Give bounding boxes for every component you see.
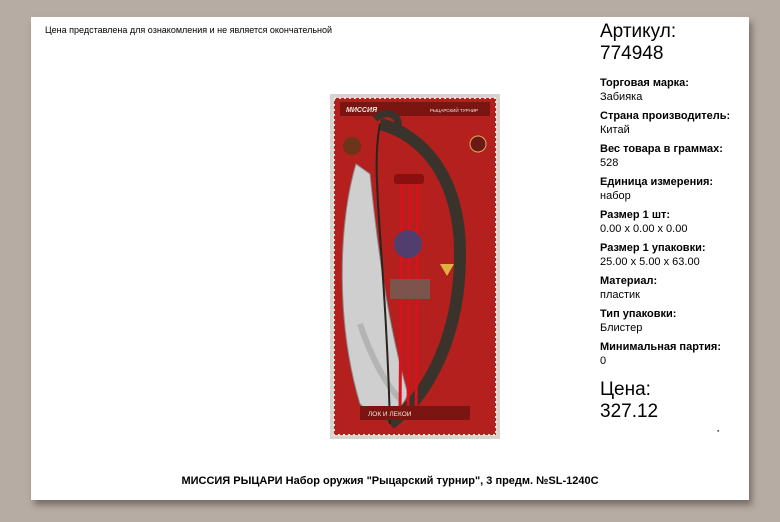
property-value: 0.00 x 0.00 x 0.00 [600,223,688,235]
property-item [600,340,746,368]
property-item [600,274,746,302]
property-item [600,175,746,203]
price-disclaimer: Цена представлена для ознакомления и не является окончательной [45,25,333,35]
property-item [600,109,746,137]
package-bottom-text: ЛОК И ЛЕКОИ [368,411,412,418]
property-label: Размер 1 шт: [600,209,671,221]
property-label: Тип упаковки: [600,308,677,320]
product-card [31,17,749,500]
product-properties [600,21,746,423]
property-value: 528 [600,157,619,169]
arrow-tips [394,174,424,184]
property-value: Забияка [600,91,643,103]
property-label: Единица измерения: [600,176,714,188]
property-label: Торговая марка: [600,77,689,89]
property-label: Вес товара в граммах: [600,143,723,155]
property-label: Страна производитель: [600,110,731,122]
property-label: Материал: [600,275,658,287]
property-value: пластик [600,289,640,301]
product-image [330,94,500,439]
property-value: Блистер [600,322,643,334]
article-value: 774948 [600,43,664,64]
property-item [600,76,746,104]
article-label: Артикул: [600,21,677,42]
price-label: Цена: [600,379,651,400]
right-emblem [470,136,486,152]
property-item [600,241,746,269]
property-item [600,142,746,170]
bow-grip [390,279,430,299]
property-item [600,307,746,335]
package-subtitle: РЫЦАРСКИЙ ТУРНИР [430,108,478,113]
shield-piece [394,230,422,258]
property-value: 0 [600,355,607,367]
price-block [600,379,746,423]
left-emblem [343,137,361,155]
property-item [600,208,746,236]
stray-dot: ▪ [717,428,720,435]
property-label: Размер 1 упаковки: [600,242,706,254]
property-value: набор [600,190,631,202]
property-label: Минимальная партия: [600,341,721,353]
property-value: Китай [600,124,630,136]
package-brand: МИССИЯ [346,107,378,114]
property-value: 25.00 x 5.00 x 63.00 [600,256,700,268]
price-value: 327.12 [600,401,659,422]
product-caption: МИССИЯ РЫЦАРИ Набор оружия "Рыцарский турнир", 3 предм. №SL-1240C [181,475,599,487]
